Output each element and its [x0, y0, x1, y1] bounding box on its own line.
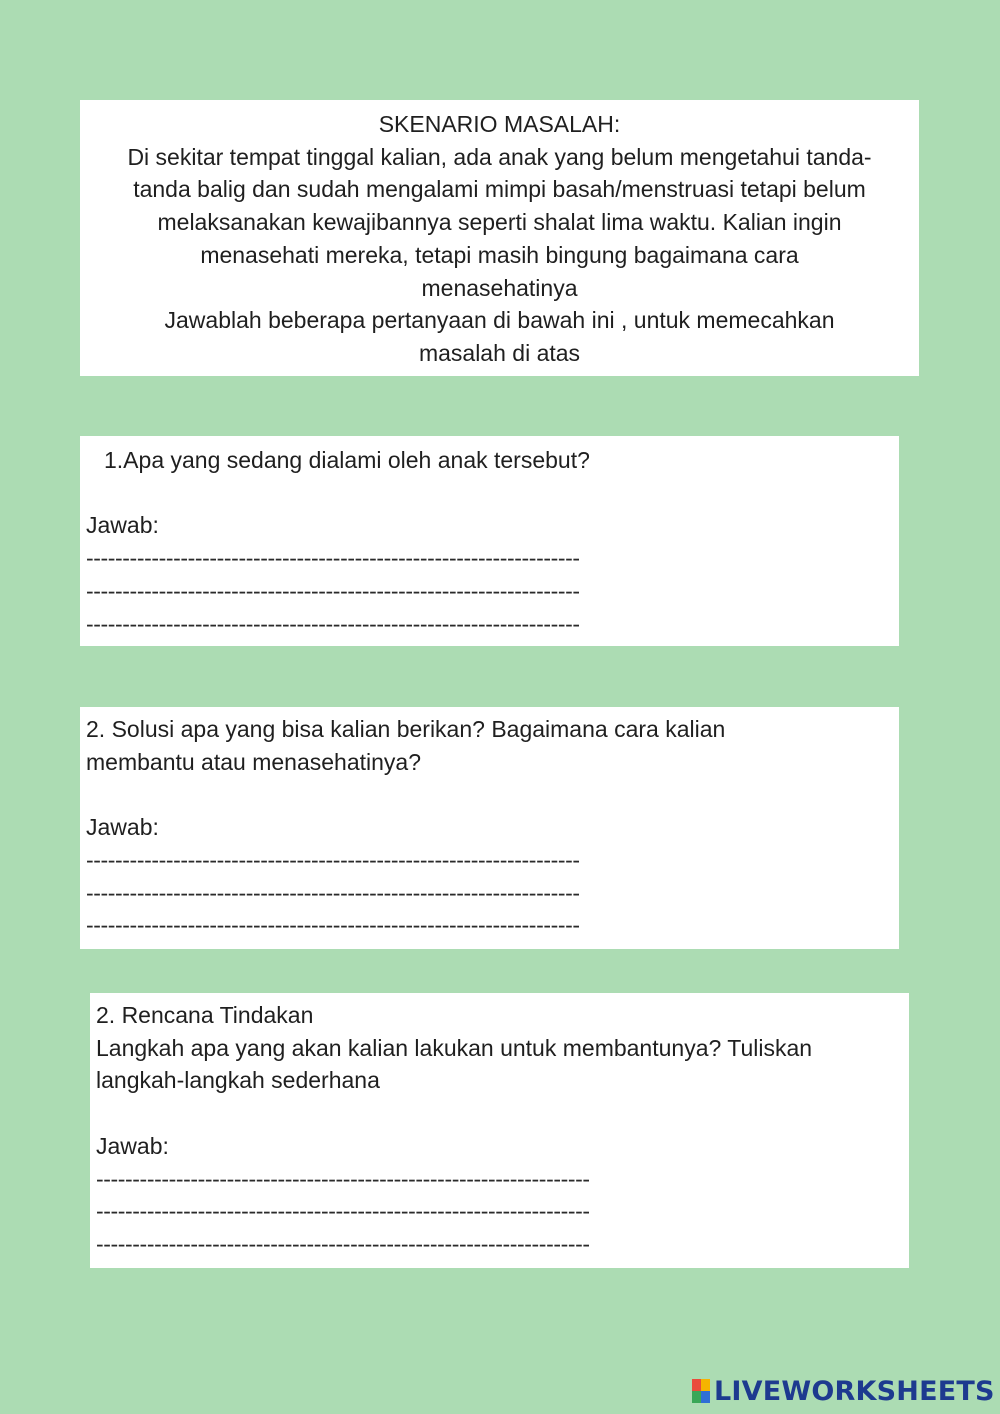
answer-line[interactable]: -------------------------------------------------------------------- [86, 879, 580, 906]
scenario-line: menasehatinya [421, 274, 578, 301]
answer-line[interactable]: -------------------------------------------------------------------- [86, 846, 580, 873]
brand-watermark [692, 1374, 995, 1408]
question-text: membantu atau menasehatinya? [86, 748, 421, 775]
question-text: 2. Solusi apa yang bisa kalian berikan? Bagaimana cara kalian [86, 716, 726, 742]
scenario-line: melaksanakan kewajibannya seperti shalat lima waktu. Kalian ingin [157, 209, 842, 236]
answer-line[interactable]: -------------------------------------------------------------------- [96, 1230, 590, 1257]
scenario-line: menasehati mereka, tetapi masih bingung bagaimana cara [200, 241, 799, 268]
spacer [86, 477, 893, 510]
scenario-title: SKENARIO MASALAH: [378, 111, 621, 137]
scenario-card [80, 100, 919, 376]
spacer [86, 778, 893, 811]
answer-line[interactable]: -------------------------------------------------------------------- [86, 577, 580, 604]
answer-line[interactable]: -------------------------------------------------------------------- [96, 1165, 590, 1192]
scenario-line: tanda balig dan sudah mengalami mimpi basah/menstruasi tetapi belum [133, 176, 866, 203]
answer-label: Jawab: [86, 814, 159, 841]
question-text: Langkah apa yang akan kalian lakukan untuk membantunya? Tuliskan [96, 1034, 813, 1061]
answer-line[interactable]: -------------------------------------------------------------------- [86, 610, 580, 637]
answer-line[interactable]: -------------------------------------------------------------------- [86, 545, 580, 572]
scenario-line: Di sekitar tempat tinggal kalian, ada anak yang belum mengetahui tanda- [127, 143, 872, 170]
answer-label: Jawab: [86, 512, 159, 539]
scenario-line: masalah di atas [418, 339, 581, 366]
question-text: 1.Apa yang sedang dialami oleh anak tersebut? [104, 447, 590, 473]
answer-line[interactable]: -------------------------------------------------------------------- [86, 912, 580, 939]
question-card-1 [80, 436, 899, 646]
brand-text: LIVEWORKSHEETS [714, 1375, 995, 1407]
question-card-3 [90, 993, 909, 1268]
logo-cell [701, 1391, 710, 1403]
logo-cell [692, 1379, 701, 1391]
logo-cell [692, 1391, 701, 1403]
question-text: langkah-langkah sederhana [96, 1067, 380, 1094]
logo-cell [701, 1379, 710, 1391]
scenario-line: Jawablah beberapa pertanyaan di bawah ini , untuk memecahkan [164, 307, 835, 334]
question-heading: 2. Rencana Tindakan [96, 1002, 314, 1028]
liveworksheets-logo-icon [692, 1379, 710, 1403]
question-card-2 [80, 707, 899, 949]
answer-label: Jawab: [96, 1132, 169, 1159]
answer-line[interactable]: -------------------------------------------------------------------- [96, 1198, 590, 1225]
spacer [96, 1097, 903, 1130]
